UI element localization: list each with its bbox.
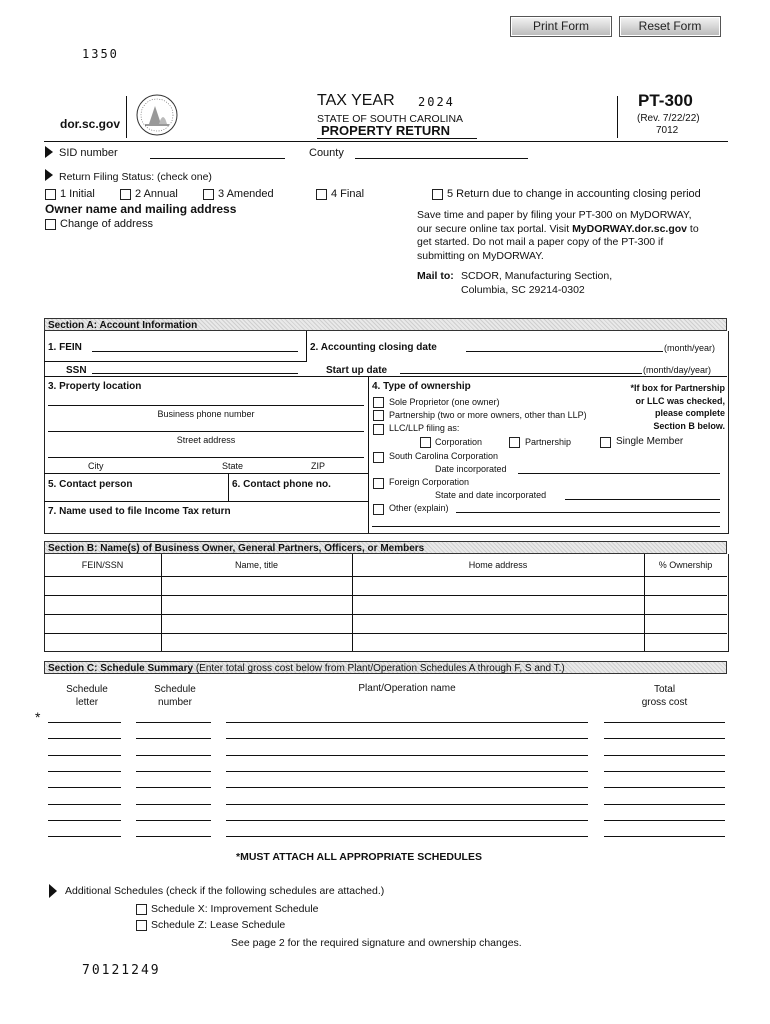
sid-label: SID number (59, 147, 118, 159)
contact-divider (228, 474, 229, 501)
section-a-divider-top (306, 331, 307, 362)
state-label: State (222, 461, 244, 471)
form-id: PT-300 (638, 91, 693, 110)
notice-line-3: get started. Do not mail a paper copy of the PT-300 if (417, 236, 664, 248)
schedule-number-input[interactable] (136, 787, 211, 788)
gross-cost-input[interactable] (604, 820, 725, 821)
col-fein-ssn: FEIN/SSN (81, 560, 124, 570)
llc-single-member-checkbox[interactable] (600, 437, 611, 448)
website-label: dor.sc.gov (60, 117, 121, 131)
llc-partnership-label: Partnership (525, 437, 572, 447)
table-row[interactable] (44, 614, 727, 615)
schedule-number-input[interactable] (136, 771, 211, 772)
mydorway-link[interactable]: MyDORWAY.dor.sc.gov (572, 222, 688, 235)
schedule-letter-input[interactable] (48, 738, 121, 739)
schedule-x-label: Schedule X: Improvement Schedule (151, 903, 319, 915)
notice-line-2: our secure online tax portal. Visit MyDORWAY.dor.sc.gov to (417, 222, 699, 235)
final-checkbox[interactable] (316, 189, 327, 200)
schedule-letter-input[interactable] (48, 836, 121, 837)
startup-label: Start up date (326, 365, 388, 376)
row-rule (44, 473, 369, 474)
schedule-number-input[interactable] (136, 722, 211, 723)
fein-input[interactable] (92, 351, 298, 352)
col-schedule-letter: Schedule letter (66, 684, 108, 708)
foreign-corporation-checkbox[interactable] (373, 478, 384, 489)
schedule-letter-input[interactable] (48, 722, 121, 723)
gross-cost-input[interactable] (604, 738, 725, 739)
foreign-corporation-label: Foreign Corporation (389, 477, 470, 487)
sc-corporation-label: South Carolina Corporation (389, 451, 499, 461)
plant-name-input[interactable] (226, 836, 588, 837)
plant-name-input[interactable] (226, 722, 588, 723)
gross-cost-input[interactable] (604, 722, 725, 723)
arrow-icon (45, 146, 53, 158)
schedule-z-checkbox[interactable] (136, 920, 147, 931)
section-a-header: Section A: Account Information (44, 318, 727, 331)
required-asterisk: * (35, 709, 41, 725)
col-schedule-number: Schedule number (154, 684, 196, 708)
state-date-input[interactable] (565, 499, 720, 500)
state-name: STATE OF SOUTH CAROLINA (317, 113, 464, 125)
llc-corporation-label: Corporation (435, 437, 483, 447)
county-input[interactable] (355, 158, 528, 159)
row-rule (44, 376, 727, 377)
gross-cost-input[interactable] (604, 836, 725, 837)
closing-date-input[interactable] (466, 351, 663, 352)
gross-cost-input[interactable] (604, 755, 725, 756)
annual-checkbox[interactable] (120, 189, 131, 200)
arrow-icon (49, 884, 57, 898)
change-address-checkbox[interactable] (45, 219, 56, 230)
schedule-letter-input[interactable] (48, 787, 121, 788)
closing-date-label: 2. Accounting closing date (310, 342, 437, 353)
header-rule (44, 141, 728, 142)
bottom-form-code: 70121249 (82, 963, 161, 978)
llc-label: LLC/LLP filing as: (389, 423, 460, 433)
section-a-divider-mid (368, 377, 369, 533)
zip-label: ZIP (311, 461, 326, 471)
table-row (44, 576, 727, 577)
contact-phone-label: 6. Contact phone no. (232, 479, 331, 490)
tax-year-value: 2024 (418, 95, 455, 109)
amended-label: 3 Amended (218, 188, 274, 200)
schedule-number-input[interactable] (136, 755, 211, 756)
annual-label: 2 Annual (135, 188, 178, 200)
col-plant-name: Plant/Operation name (358, 683, 456, 694)
amended-checkbox[interactable] (203, 189, 214, 200)
schedule-number-input[interactable] (136, 738, 211, 739)
additional-title: Additional Schedules (check if the following schedules are attached.) (65, 885, 385, 897)
sole-proprietor-label: Sole Proprietor (one owner) (389, 397, 500, 407)
business-phone-label: Business phone number (157, 409, 255, 419)
change-address-label: Change of address (60, 218, 153, 230)
schedule-letter-input[interactable] (48, 755, 121, 756)
date-incorporated-input[interactable] (518, 473, 720, 474)
tax-year-label: TAX YEAR (317, 92, 395, 109)
sid-input[interactable] (150, 158, 285, 159)
table-row[interactable] (44, 633, 727, 634)
header-divider-left (126, 96, 127, 138)
other-input-2[interactable] (372, 526, 720, 527)
llc-partnership-checkbox[interactable] (509, 437, 520, 448)
county-label: County (309, 147, 344, 159)
partnership-label: Partnership (two or more owners, other than LLP) (389, 410, 587, 420)
top-form-code: 1350 (82, 47, 119, 61)
title-underline (317, 138, 477, 139)
month-year-hint: (month/year) (664, 343, 716, 353)
other-label: Other (explain) (389, 503, 449, 513)
state-seal (133, 94, 181, 139)
property-location-label: 3. Property location (48, 381, 142, 392)
mydorway-notice (417, 209, 699, 263)
row-rule (44, 361, 307, 362)
schedule-number-input[interactable] (136, 804, 211, 805)
plant-name-input[interactable] (226, 804, 588, 805)
llc-single-member-label: Single Member (616, 436, 684, 447)
contact-person-label: 5. Contact person (48, 479, 133, 490)
street-input[interactable] (48, 431, 364, 432)
form-title: PROPERTY RETURN (321, 123, 451, 138)
accounting-change-label: 5 Return due to change in accounting closing period (447, 188, 701, 200)
col-ownership: % Ownership (658, 560, 713, 570)
business-phone-input[interactable] (48, 405, 364, 406)
form-revision: (Rev. 7/22/22) (637, 113, 700, 124)
startup-input[interactable] (400, 373, 642, 374)
other-input[interactable] (456, 512, 720, 513)
date-incorporated-label: Date incorporated (435, 464, 507, 474)
accounting-change-checkbox[interactable] (432, 189, 443, 200)
initial-checkbox[interactable] (45, 189, 56, 200)
partnership-checkbox[interactable] (373, 410, 384, 421)
plant-name-input[interactable] (226, 738, 588, 739)
ownership-note: *If box for Partnership or LLC was checked, please complete Section B below. (630, 383, 725, 431)
llc-corporation-checkbox[interactable] (420, 437, 431, 448)
mail-line-2: Columbia, SC 29214-0302 (461, 284, 585, 296)
schedule-z-label: Schedule Z: Lease Schedule (151, 919, 286, 931)
llc-checkbox[interactable] (373, 424, 384, 435)
plant-name-input[interactable] (226, 771, 588, 772)
schedule-number-input[interactable] (136, 820, 211, 821)
street-label: Street address (176, 435, 236, 445)
table-row[interactable] (44, 595, 727, 596)
final-label: 4 Final (331, 188, 365, 200)
ssn-input[interactable] (92, 373, 298, 374)
income-tax-name-label: 7. Name used to file Income Tax return (48, 506, 231, 517)
fein-label: 1. FEIN (48, 342, 82, 353)
city-label: City (88, 461, 104, 471)
initial-label: 1 Initial (60, 188, 95, 200)
plant-name-input[interactable] (226, 755, 588, 756)
notice-line-4: submitting on MyDORWAY. (417, 249, 544, 262)
arrow-icon (45, 169, 53, 181)
plant-name-input[interactable] (226, 787, 588, 788)
schedule-letter-input[interactable] (48, 771, 121, 772)
header-divider-right (617, 96, 618, 138)
section-b-header: Section B: Name(s) of Business Owner, General Partners, Officers, or Members (44, 541, 727, 554)
sc-corporation-checkbox[interactable] (373, 452, 384, 463)
reset-form-button[interactable]: Reset Form (619, 16, 721, 37)
gross-cost-input[interactable] (604, 771, 725, 772)
schedule-letter-input[interactable] (48, 804, 121, 805)
mail-line-1: SCDOR, Manufacturing Section, (461, 270, 613, 282)
section-c-header: Section C: Schedule Summary (Enter total gross cost below from Plant/Operation Schedules A through F, S and T.) (44, 661, 727, 674)
form-code: 7012 (656, 125, 679, 136)
see-page-note: See page 2 for the required signature and ownership changes. (231, 937, 522, 949)
col-name-title: Name, title (234, 560, 278, 570)
ssn-label: SSN (66, 365, 87, 376)
ownership-title: 4. Type of ownership (372, 381, 471, 392)
col-total-cost: Total gross cost (641, 684, 688, 708)
state-date-label: State and date incorporated (435, 490, 547, 500)
gross-cost-input[interactable] (604, 804, 725, 805)
city-state-zip-input[interactable] (48, 457, 364, 458)
schedule-number-input[interactable] (136, 836, 211, 837)
owner-title: Owner name and mailing address (45, 202, 237, 216)
schedule-x-checkbox[interactable] (136, 904, 147, 915)
schedule-letter-input[interactable] (48, 820, 121, 821)
must-attach-note: *MUST ATTACH ALL APPROPRIATE SCHEDULES (236, 851, 482, 863)
filing-status-title: Return Filing Status: (check one) (59, 171, 212, 183)
other-checkbox[interactable] (373, 504, 384, 515)
notice-line-1: Save time and paper by filing your PT-300 on MyDORWAY, (417, 209, 692, 221)
gross-cost-input[interactable] (604, 787, 725, 788)
col-home-address: Home address (468, 560, 528, 570)
plant-name-input[interactable] (226, 820, 588, 821)
row-rule (44, 501, 369, 502)
print-form-button[interactable]: Print Form (510, 16, 612, 37)
mail-to-label: Mail to: (417, 270, 454, 282)
sole-proprietor-checkbox[interactable] (373, 397, 384, 408)
month-day-year-hint: (month/day/year) (643, 365, 712, 375)
